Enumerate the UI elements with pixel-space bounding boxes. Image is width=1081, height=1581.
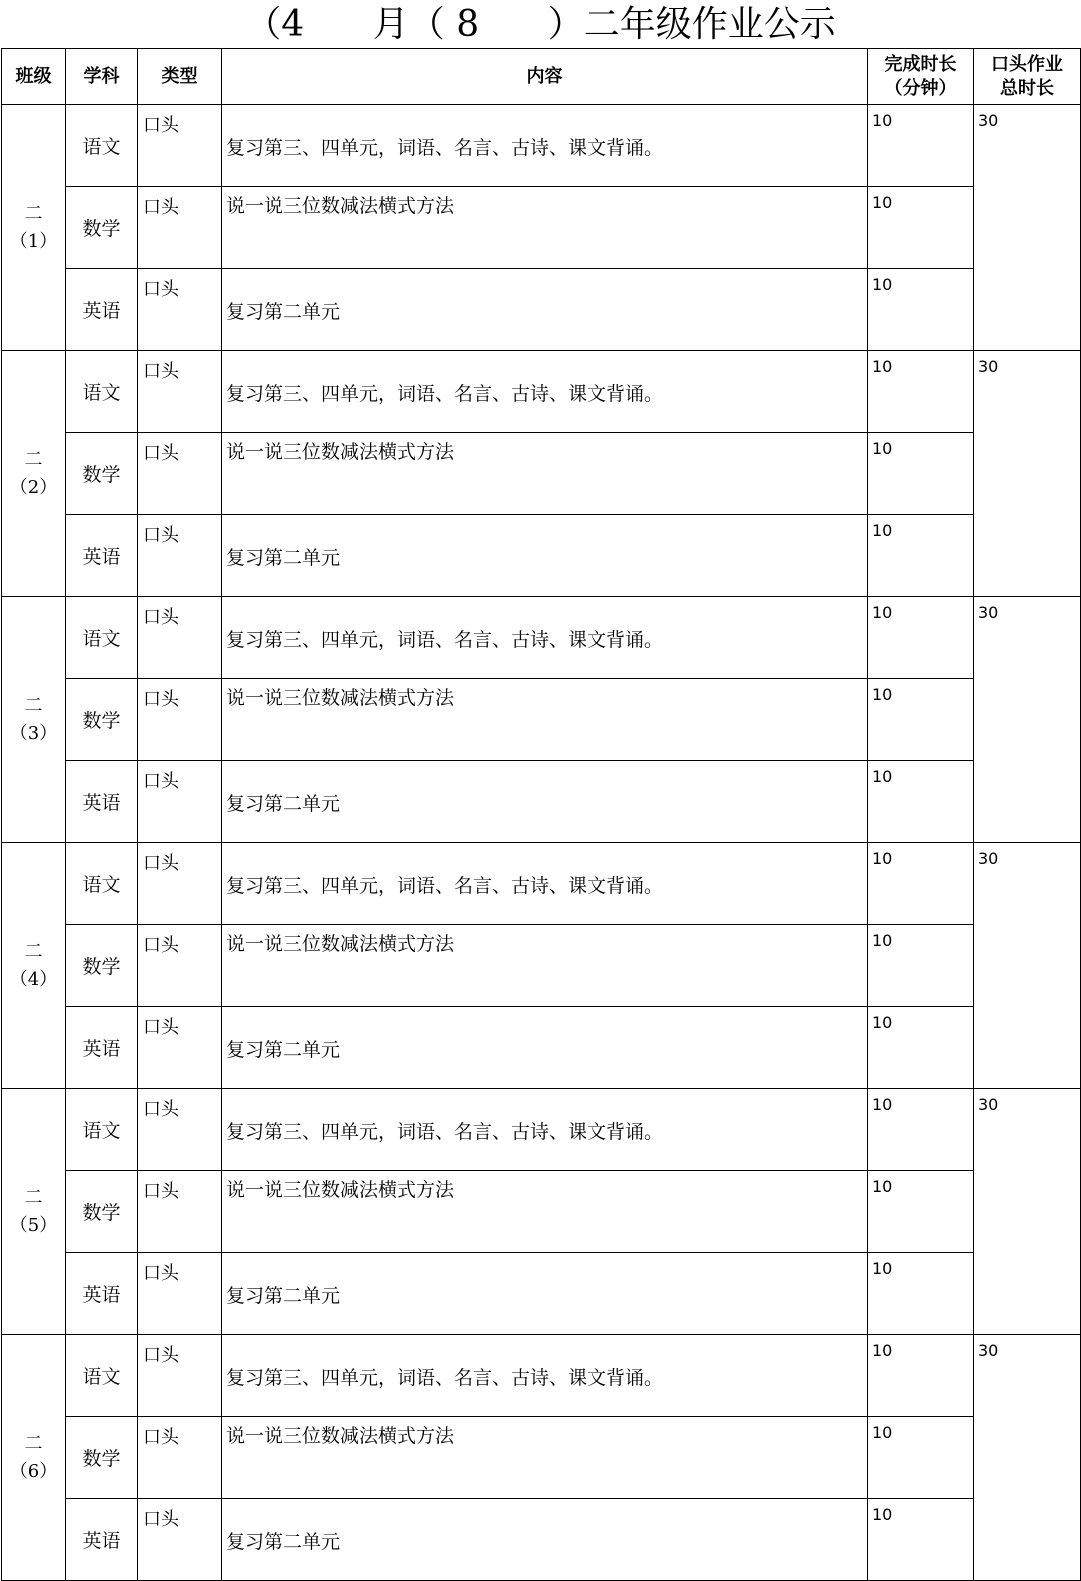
content-cell: 复习第二单元: [222, 269, 868, 351]
class-number: （2）: [9, 476, 58, 498]
total-duration-cell: 30: [974, 351, 1081, 597]
content-cell: 复习第三、四单元，词语、名言、古诗、课文背诵。: [222, 1335, 868, 1417]
subject-cell: 数学: [66, 1171, 138, 1253]
table-row: [2, 105, 1081, 187]
type-cell: 口头: [138, 269, 222, 351]
duration-cell: 10: [868, 1171, 974, 1253]
subject-cell: 语文: [66, 351, 138, 433]
table-row: [2, 1499, 1081, 1581]
duration-cell: 10: [868, 351, 974, 433]
duration-cell: 10: [868, 1253, 974, 1335]
class-cell: [2, 105, 66, 351]
content-cell: 复习第三、四单元，词语、名言、古诗、课文背诵。: [222, 843, 868, 925]
class-number: （1）: [9, 230, 58, 252]
content-cell: 说一说三位数减法横式方法: [222, 1171, 868, 1253]
class-grade: 二: [24, 448, 43, 470]
header-duration-line2: （分钟）: [884, 77, 957, 99]
content-cell: 复习第二单元: [222, 761, 868, 843]
subject-cell: 数学: [66, 925, 138, 1007]
class-cell: [2, 1335, 66, 1581]
type-cell: 口头: [138, 1417, 222, 1499]
type-cell: 口头: [138, 761, 222, 843]
subject-cell: 英语: [66, 761, 138, 843]
content-cell: 复习第二单元: [222, 1007, 868, 1089]
total-duration-cell: 30: [974, 105, 1081, 351]
content-cell: 复习第二单元: [222, 1253, 868, 1335]
header-total: [974, 49, 1081, 105]
class-number: （3）: [9, 722, 58, 744]
class-cell: [2, 1089, 66, 1335]
subject-cell: 语文: [66, 843, 138, 925]
subject-cell: 语文: [66, 597, 138, 679]
total-duration-cell: 30: [974, 843, 1081, 1089]
duration-cell: 10: [868, 1499, 974, 1581]
class-number: （6）: [9, 1460, 58, 1482]
content-cell: 复习第二单元: [222, 1499, 868, 1581]
content-cell: 复习第三、四单元，词语、名言、古诗、课文背诵。: [222, 1089, 868, 1171]
header-duration: [868, 49, 974, 105]
duration-cell: 10: [868, 515, 974, 597]
duration-cell: 10: [868, 433, 974, 515]
duration-cell: 10: [868, 105, 974, 187]
homework-table: [1, 48, 1081, 1581]
class-number: （4）: [9, 968, 58, 990]
duration-cell: 10: [868, 269, 974, 351]
table-row: [2, 597, 1081, 679]
duration-cell: 10: [868, 1007, 974, 1089]
table-row: [2, 925, 1081, 1007]
content-cell: 复习第三、四单元，词语、名言、古诗、课文背诵。: [222, 597, 868, 679]
table-row: [2, 1007, 1081, 1089]
page-title: （4 月（ 8 ）二年级作业公示: [245, 4, 836, 45]
type-cell: 口头: [138, 1171, 222, 1253]
subject-cell: 英语: [66, 1499, 138, 1581]
duration-cell: 10: [868, 679, 974, 761]
header-subject: 学科: [66, 49, 138, 105]
type-cell: 口头: [138, 105, 222, 187]
header-total-line1: 口头作业: [991, 53, 1063, 75]
content-cell: 说一说三位数减法横式方法: [222, 925, 868, 1007]
subject-cell: 英语: [66, 1007, 138, 1089]
total-duration-cell: 30: [974, 1335, 1081, 1581]
table-row: [2, 1253, 1081, 1335]
subject-cell: 英语: [66, 515, 138, 597]
content-cell: 复习第二单元: [222, 515, 868, 597]
header-duration-line1: 完成时长: [884, 53, 957, 75]
subject-cell: 语文: [66, 1335, 138, 1417]
class-number: （5）: [9, 1214, 58, 1236]
class-grade: 二: [24, 1432, 43, 1454]
header-row: [2, 49, 1081, 105]
subject-cell: 英语: [66, 269, 138, 351]
duration-cell: 10: [868, 597, 974, 679]
type-cell: 口头: [138, 1335, 222, 1417]
content-cell: 说一说三位数减法横式方法: [222, 433, 868, 515]
table-row: [2, 351, 1081, 433]
class-cell: [2, 597, 66, 843]
total-duration-cell: 30: [974, 597, 1081, 843]
type-cell: 口头: [138, 843, 222, 925]
duration-cell: 10: [868, 843, 974, 925]
table-row: [2, 269, 1081, 351]
subject-cell: 英语: [66, 1253, 138, 1335]
type-cell: 口头: [138, 925, 222, 1007]
header-total-line2: 总时长: [1000, 77, 1054, 99]
duration-cell: 10: [868, 1335, 974, 1417]
subject-cell: 数学: [66, 433, 138, 515]
type-cell: 口头: [138, 351, 222, 433]
content-cell: 复习第三、四单元，词语、名言、古诗、课文背诵。: [222, 351, 868, 433]
duration-cell: 10: [868, 1089, 974, 1171]
table-row: [2, 1417, 1081, 1499]
header-type: 类型: [138, 49, 222, 105]
type-cell: 口头: [138, 187, 222, 269]
table-row: [2, 515, 1081, 597]
duration-cell: 10: [868, 925, 974, 1007]
type-cell: 口头: [138, 1253, 222, 1335]
content-cell: 说一说三位数减法横式方法: [222, 1417, 868, 1499]
table-row: [2, 1171, 1081, 1253]
type-cell: 口头: [138, 515, 222, 597]
type-cell: 口头: [138, 679, 222, 761]
table-row: [2, 187, 1081, 269]
content-cell: 复习第三、四单元，词语、名言、古诗、课文背诵。: [222, 105, 868, 187]
content-cell: 说一说三位数减法横式方法: [222, 187, 868, 269]
type-cell: 口头: [138, 597, 222, 679]
subject-cell: 数学: [66, 1417, 138, 1499]
header-class: 班级: [2, 49, 66, 105]
table-row: [2, 761, 1081, 843]
class-grade: 二: [24, 694, 43, 716]
duration-cell: 10: [868, 761, 974, 843]
table-row: [2, 679, 1081, 761]
subject-cell: 数学: [66, 679, 138, 761]
class-grade: 二: [24, 1186, 43, 1208]
header-content: 内容: [222, 49, 868, 105]
subject-cell: 数学: [66, 187, 138, 269]
type-cell: 口头: [138, 1089, 222, 1171]
duration-cell: 10: [868, 1417, 974, 1499]
type-cell: 口头: [138, 1499, 222, 1581]
table-row: [2, 433, 1081, 515]
table-row: [2, 1335, 1081, 1417]
class-cell: [2, 351, 66, 597]
type-cell: 口头: [138, 1007, 222, 1089]
class-grade: 二: [24, 202, 43, 224]
table-row: [2, 1089, 1081, 1171]
class-cell: [2, 843, 66, 1089]
subject-cell: 语文: [66, 1089, 138, 1171]
class-grade: 二: [24, 940, 43, 962]
total-duration-cell: 30: [974, 1089, 1081, 1335]
duration-cell: 10: [868, 187, 974, 269]
subject-cell: 语文: [66, 105, 138, 187]
content-cell: 说一说三位数减法横式方法: [222, 679, 868, 761]
type-cell: 口头: [138, 433, 222, 515]
table-body: [2, 105, 1081, 1581]
table-row: [2, 843, 1081, 925]
